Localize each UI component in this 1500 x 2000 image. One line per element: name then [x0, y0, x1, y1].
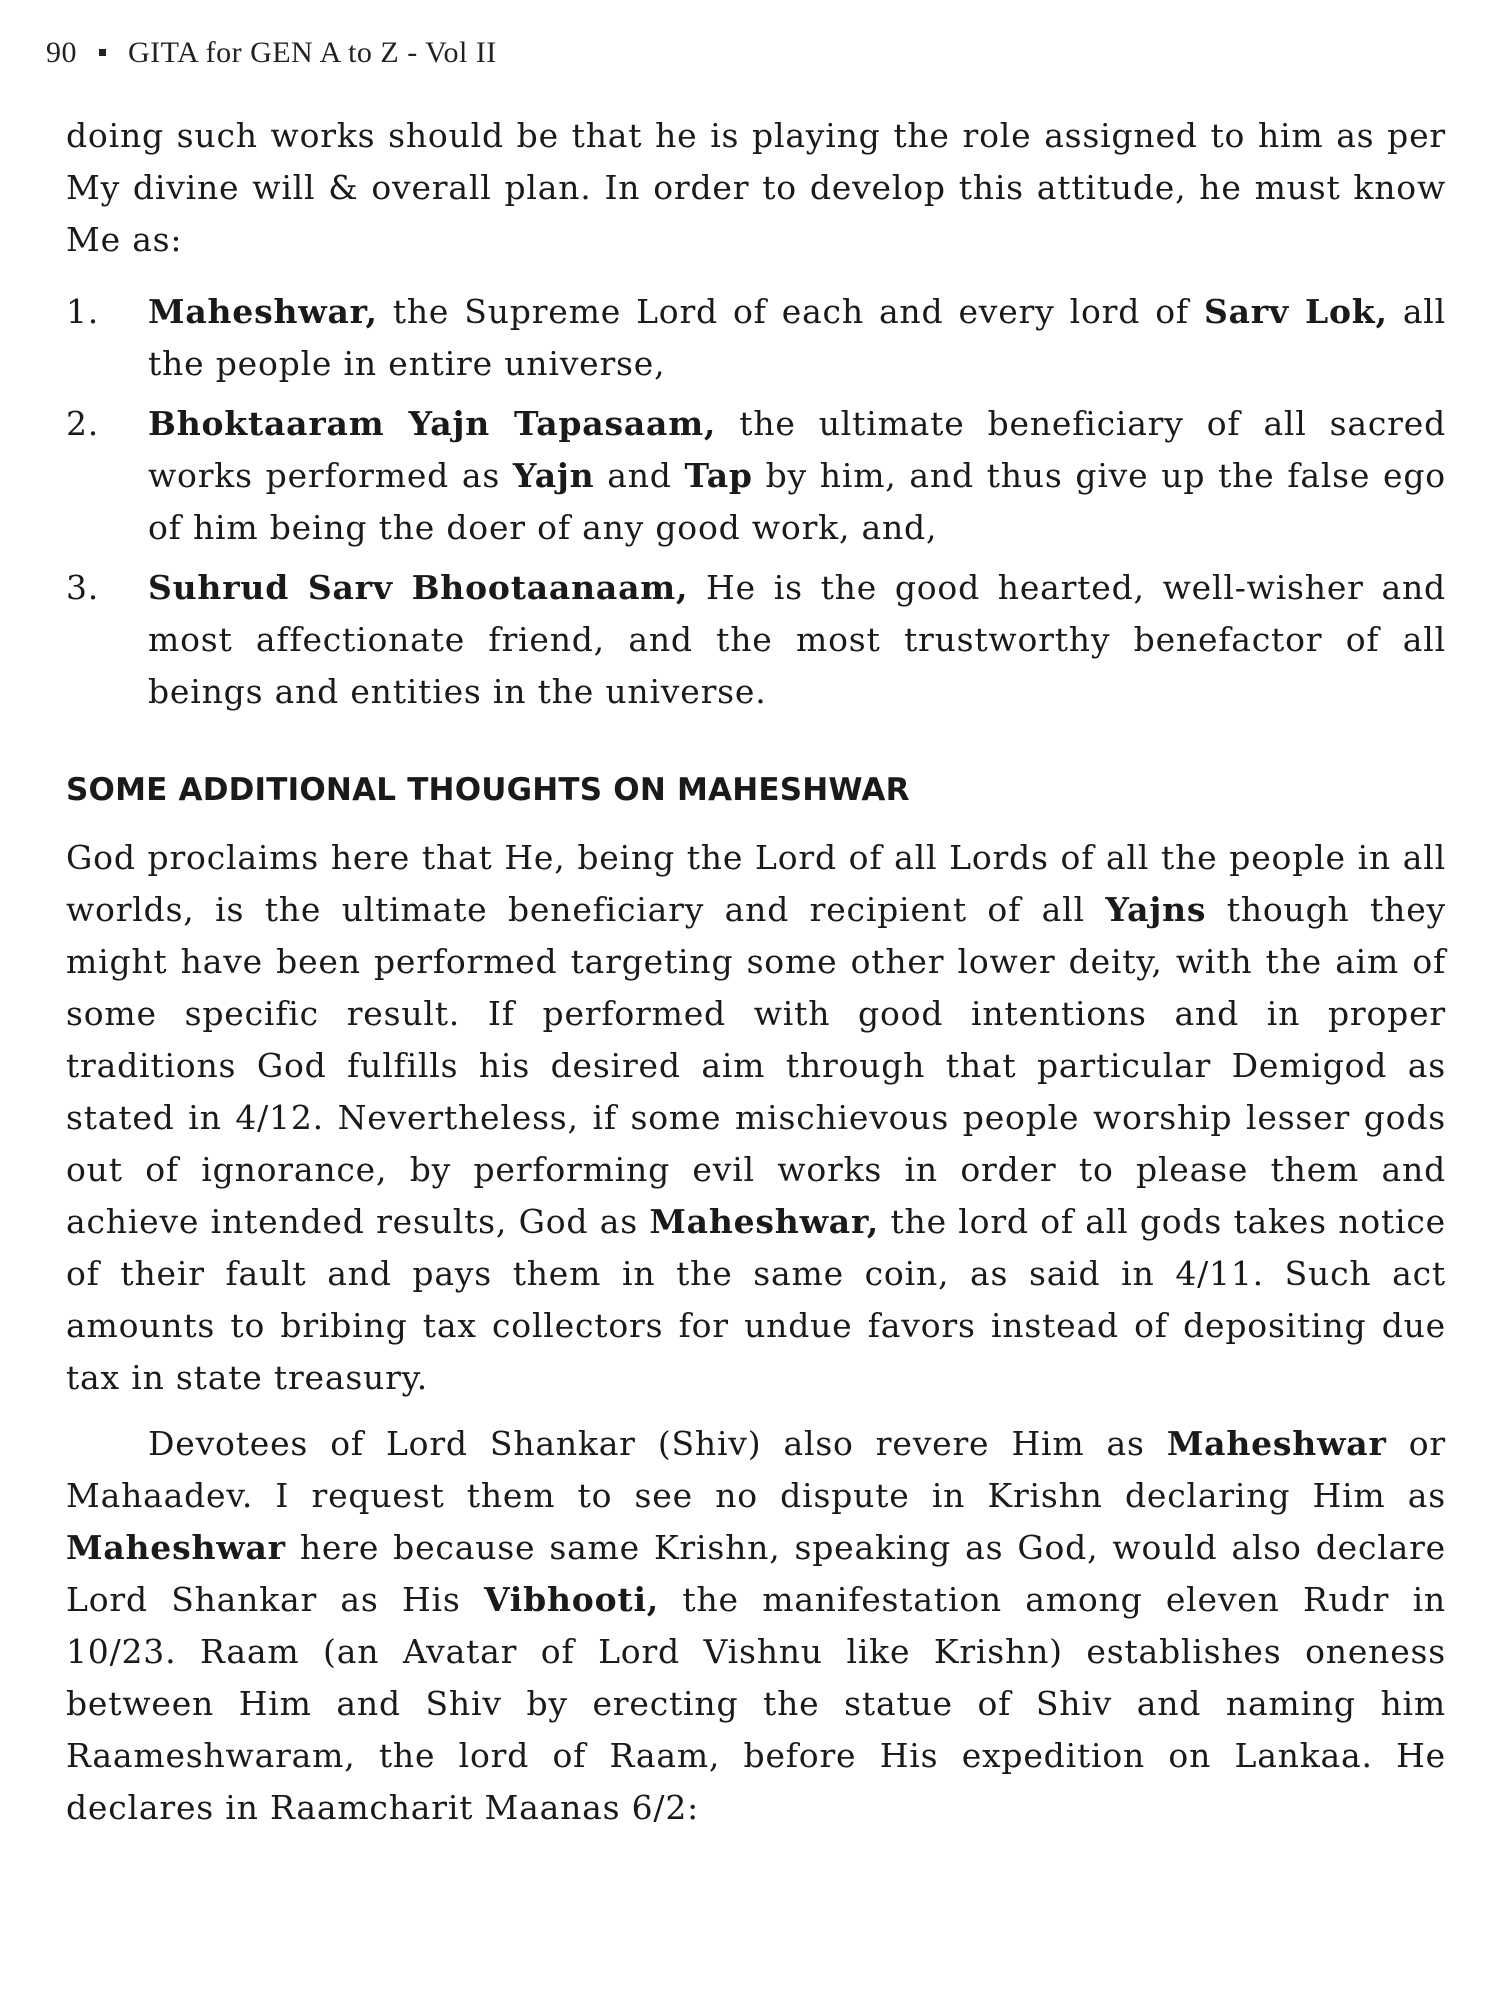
attribute-list — [66, 286, 1446, 718]
list-number: 2. — [66, 404, 100, 443]
section-paragraph-2: Devotees of Lord Shankar (Shiv) also revere Him as Maheshwar or Mahaadev. I request them to see no dispute in Krishn declaring Him as Maheshwar here because same Krishn, speaking as God, would also declare Lord Shankar as His Vibhooti, the manifestation among eleven Rudr in 10/23. Raam (an Avatar of Lord Vishnu like Krishn) establishes oneness between Him and Shiv by erecting the statue of Shiv and naming him Raameshwaram, the lord of Raam, before His expedition on Lankaa. He declares in Raamcharit Maanas 6/2: — [66, 1424, 1446, 1827]
list-item-text: Bhoktaaram Yajn Tapasaam, the ultimate beneficiary of all sacred works performed as Yajn and Tap by him, and thus give up the false ego of him being the doer of any good work, and, — [148, 404, 1447, 547]
header-bullet — [99, 49, 106, 56]
list-number: 1. — [66, 292, 100, 331]
bold-term: Maheshwar — [1166, 1424, 1387, 1463]
intro-paragraph: doing such works should be that he is playing the role assigned to him as per My divine will & overall plan. In order to develop this attitude, he must know Me as: — [66, 116, 1446, 259]
page-body — [66, 110, 1446, 1834]
bold-term: Vibhooti, — [483, 1580, 660, 1619]
bold-term: Maheshwar, — [649, 1202, 880, 1241]
list-item — [66, 398, 1446, 554]
section-paragraph-1: God proclaims here that He, being the Lord of all Lords of all the people in all worlds, is the ultimate beneficiary and recipient of all Yajns though they might have been performed targeting some other lower deity, with the aim of some specific result. If performed with good intentions and in proper traditions God fulfills his desired aim through that particular Demigod as stated in 4/12. Nevertheless, if some mischievous people worship lesser gods out of ignorance, by performing evil works in order to please them and achieve intended results, God as Maheshwar, the lord of all gods takes notice of their fault and pays them in the same coin, as said in 4/11. Such act amounts to bribing tax collectors for undue favors instead of depositing due tax in state treasury. — [66, 838, 1447, 1397]
bold-term: Yajns — [1105, 890, 1207, 929]
running-header — [46, 36, 497, 70]
list-item-text: Maheshwar, the Supreme Lord of each and every lord of Sarv Lok, all the people in entire universe, — [148, 292, 1447, 383]
bold-term: Maheshwar, — [148, 292, 378, 331]
page-number: 90 — [46, 36, 77, 69]
book-title: GITA for GEN A to Z - Vol II — [128, 36, 497, 69]
bold-term: Bhoktaaram Yajn Tapasaam, — [148, 404, 717, 443]
bold-term: Tap — [684, 456, 753, 495]
bold-term: Sarv Lok, — [1203, 292, 1388, 331]
section-heading: SOME ADDITIONAL THOUGHTS ON MAHESHWAR — [66, 772, 910, 808]
list-item — [66, 562, 1446, 718]
bold-term: Maheshwar — [66, 1528, 286, 1567]
bold-term: Suhrud Sarv Bhootaanaam, — [148, 568, 689, 607]
list-number: 3. — [66, 568, 100, 607]
list-item-text: Suhrud Sarv Bhootaanaam, He is the good hearted, well-wisher and most affectionate friend, and the most trustworthy benefactor of all beings and entities in the universe. — [148, 568, 1446, 711]
list-item — [66, 286, 1446, 390]
bold-term: Yajn — [512, 456, 595, 495]
